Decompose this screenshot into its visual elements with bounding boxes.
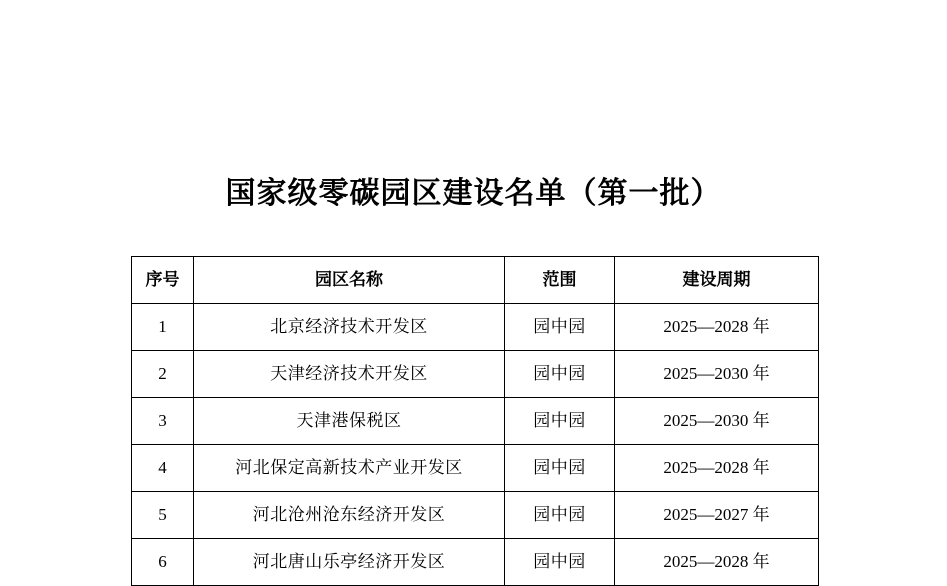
cell-build-period: 2025—2028 年	[615, 445, 819, 492]
column-header-build-period: 建设周期	[615, 257, 819, 304]
cell-build-period: 2025—2028 年	[615, 304, 819, 351]
column-header-scope: 范围	[505, 257, 615, 304]
table-header-row	[132, 257, 819, 304]
column-header-index: 序号	[132, 257, 194, 304]
cell-park-name: 天津港保税区	[194, 398, 505, 445]
cell-index: 5	[132, 492, 194, 539]
cell-scope: 园中园	[505, 539, 615, 586]
column-header-park-name: 园区名称	[194, 257, 505, 304]
table-row	[132, 445, 819, 492]
zero-carbon-park-list-table	[131, 256, 819, 586]
cell-build-period: 2025—2027 年	[615, 492, 819, 539]
cell-park-name: 北京经济技术开发区	[194, 304, 505, 351]
cell-index: 1	[132, 304, 194, 351]
cell-scope: 园中园	[505, 398, 615, 445]
cell-scope: 园中园	[505, 445, 615, 492]
cell-park-name: 河北沧州沧东经济开发区	[194, 492, 505, 539]
cell-scope: 园中园	[505, 492, 615, 539]
cell-index: 4	[132, 445, 194, 492]
table-row	[132, 351, 819, 398]
table-body	[132, 304, 819, 586]
cell-scope: 园中园	[505, 304, 615, 351]
table-header	[132, 257, 819, 304]
cell-index: 2	[132, 351, 194, 398]
page-title: 国家级零碳园区建设名单（第一批）	[225, 177, 722, 210]
cell-build-period: 2025—2030 年	[615, 351, 819, 398]
table-row	[132, 398, 819, 445]
table-row	[132, 492, 819, 539]
cell-park-name: 河北保定高新技术产业开发区	[194, 445, 505, 492]
cell-index: 6	[132, 539, 194, 586]
cell-build-period: 2025—2028 年	[615, 539, 819, 586]
cell-build-period: 2025—2030 年	[615, 398, 819, 445]
cell-park-name: 河北唐山乐亭经济开发区	[194, 539, 505, 586]
table-row	[132, 539, 819, 586]
cell-scope: 园中园	[505, 351, 615, 398]
table-row	[132, 304, 819, 351]
cell-index: 3	[132, 398, 194, 445]
cell-park-name: 天津经济技术开发区	[194, 351, 505, 398]
zero-carbon-park-list-table-wrapper	[131, 256, 818, 586]
